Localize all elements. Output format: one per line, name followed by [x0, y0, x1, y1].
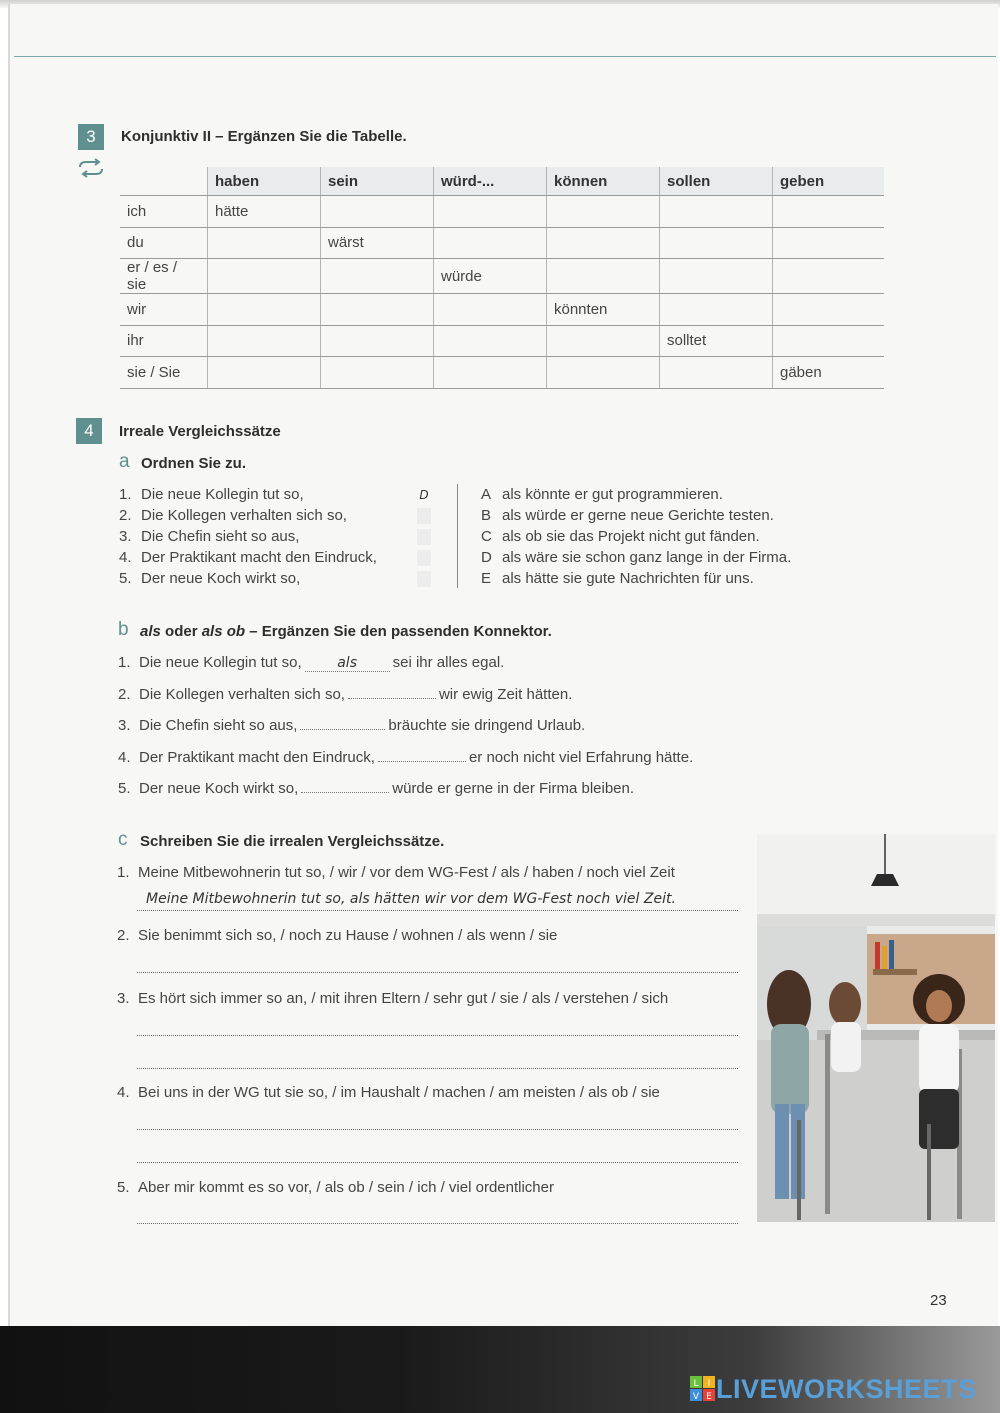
- top-rule: [14, 56, 996, 57]
- table-header-cell: können: [547, 167, 660, 196]
- answer-cell[interactable]: [773, 196, 885, 228]
- answer-cell[interactable]: [773, 294, 885, 326]
- option-letter: E: [481, 570, 492, 587]
- write-answer-line[interactable]: [137, 1128, 738, 1130]
- answer-cell[interactable]: [208, 227, 321, 259]
- answer-cell[interactable]: [660, 259, 773, 294]
- write-item-prompt: Sie benimmt sich so, / noch zu Hause / wohnen / als wenn / sie: [138, 927, 558, 944]
- pronoun-cell: ich: [120, 196, 208, 228]
- answer-cell[interactable]: [208, 294, 321, 326]
- gap-sentence-start: Die neue Kollegin tut so,: [139, 654, 302, 671]
- option-letter: D: [481, 549, 492, 566]
- repeat-icon: [76, 158, 106, 178]
- pronoun-cell: ihr: [120, 325, 208, 357]
- answer-cell[interactable]: [208, 357, 321, 389]
- option-letter: C: [481, 528, 492, 545]
- match-item-text: Die Kollegen verhalten sich so,: [141, 507, 347, 524]
- gap-blank[interactable]: [348, 698, 436, 699]
- answer-cell[interactable]: [547, 357, 660, 389]
- logo-mark-letter: V: [692, 1392, 700, 1402]
- answer-cell[interactable]: [773, 325, 885, 357]
- page-number: 23: [930, 1292, 947, 1309]
- write-item-prompt: Bei uns in der WG tut sie so, / im Haushalt / machen / am meisten / als ob / sie: [138, 1084, 660, 1101]
- option-text: als hätte sie gute Nachrichten für uns.: [502, 570, 754, 587]
- gap-sentence-start: Die Chefin sieht so aus,: [139, 717, 298, 734]
- answer-cell[interactable]: [547, 196, 660, 228]
- part-c-letter: c: [118, 829, 128, 850]
- answer-cell[interactable]: [547, 227, 660, 259]
- table-header-cell: [120, 167, 208, 196]
- match-answer-box[interactable]: D: [419, 488, 429, 502]
- gap-sentence: [139, 717, 585, 734]
- answer-cell[interactable]: [321, 357, 434, 389]
- answer-cell: würde: [434, 259, 547, 294]
- gap-blank[interactable]: als: [305, 655, 390, 672]
- option-text: als wäre sie schon ganz lange in der Firma.: [502, 549, 792, 566]
- gap-sentence-end: würde er gerne in der Firma bleiben.: [392, 780, 635, 797]
- answer-cell[interactable]: [434, 227, 547, 259]
- write-item-prompt: Meine Mitbewohnerin tut so, / wir / vor dem WG-Fest / als / haben / noch viel Zeit: [138, 864, 675, 881]
- write-item-number: 4.: [117, 1084, 130, 1101]
- table-header-cell: geben: [773, 167, 885, 196]
- part-b-title: [140, 623, 552, 640]
- gap-sentence-end: er noch nicht viel Erfahrung hätte.: [468, 748, 694, 766]
- gap-sentence-end: bräuchte sie dringend Urlaub.: [388, 717, 586, 734]
- match-item-number: 3.: [119, 528, 132, 545]
- match-item-text: Der Praktikant macht den Eindruck,: [141, 549, 377, 566]
- part-b-title-oder: oder: [165, 623, 198, 640]
- option-letter: B: [481, 507, 492, 524]
- answer-cell[interactable]: [547, 325, 660, 357]
- table-row: [120, 294, 884, 326]
- option-text: als ob sie das Projekt nicht gut fänden.: [502, 528, 760, 545]
- write-answer-line[interactable]: [137, 909, 738, 911]
- answer-cell[interactable]: [547, 259, 660, 294]
- answer-cell[interactable]: [434, 325, 547, 357]
- answer-cell: wärst: [321, 227, 434, 259]
- write-answer-line[interactable]: [137, 1222, 738, 1224]
- write-item-number: 3.: [117, 990, 130, 1007]
- gap-sentence-end: sei ihr alles egal.: [392, 654, 505, 671]
- exercise-4-title: Irreale Vergleichssätze: [119, 423, 281, 440]
- exercise-3-number: 3: [78, 124, 104, 150]
- table-row: [120, 227, 884, 259]
- write-item-number: 1.: [117, 864, 130, 881]
- option-text: als würde er gerne neue Gerichte testen.: [502, 507, 774, 524]
- gap-item-number: 1.: [118, 654, 131, 671]
- answer-cell[interactable]: [208, 259, 321, 294]
- gap-blank[interactable]: [300, 729, 385, 730]
- answer-cell[interactable]: [208, 325, 321, 357]
- match-item-number: 1.: [119, 486, 132, 503]
- option-text: als könnte er gut programmieren.: [502, 486, 723, 503]
- answer-cell: gäben: [773, 357, 885, 389]
- answer-cell: hätte: [208, 196, 321, 228]
- gap-item-number: 4.: [118, 748, 131, 766]
- match-answer-box[interactable]: [417, 529, 431, 545]
- answer-cell: solltet: [660, 325, 773, 357]
- kitchen-photo: [757, 834, 995, 1222]
- pronoun-cell: sie / Sie: [120, 357, 208, 389]
- part-b-title-als: als: [140, 623, 161, 640]
- answer-cell[interactable]: [773, 259, 885, 294]
- table-header-row: [120, 167, 884, 196]
- gap-item-number: 3.: [118, 717, 131, 734]
- part-c-title: Schreiben Sie die irrealen Vergleichssätze.: [140, 833, 445, 850]
- part-b-title-als-ob: als ob: [201, 623, 246, 640]
- match-item-number: 5.: [119, 570, 132, 587]
- option-letter: A: [481, 486, 492, 503]
- match-item-text: Die neue Kollegin tut so,: [141, 486, 304, 503]
- table-row: [120, 325, 884, 357]
- table-header-cell: sollen: [660, 167, 773, 196]
- answer-cell[interactable]: [434, 357, 547, 389]
- answer-cell[interactable]: [434, 294, 547, 326]
- write-item-prompt: Aber mir kommt es so vor, / als ob / sein / ich / viel ordentlicher: [138, 1179, 554, 1196]
- match-answer-box[interactable]: [417, 508, 431, 524]
- liveworksheets-logo: [690, 1374, 977, 1404]
- part-b-letter: b: [118, 619, 129, 640]
- gap-blank[interactable]: [378, 761, 466, 762]
- gap-sentence: [139, 686, 572, 703]
- match-answer-box[interactable]: [417, 550, 431, 566]
- konjunktiv-table: [120, 167, 884, 389]
- pronoun-cell: er / es / sie: [120, 259, 208, 294]
- match-item-text: Der neue Koch wirkt so,: [141, 570, 301, 587]
- gap-item-number: 5.: [118, 780, 131, 797]
- table-row: [120, 196, 884, 228]
- write-answer-line[interactable]: [137, 1067, 738, 1069]
- gap-sentence-start: Der Praktikant macht den Eindruck,: [139, 748, 375, 766]
- write-item-number: 5.: [117, 1179, 130, 1196]
- answer-cell[interactable]: [321, 294, 434, 326]
- logo-mark-letter: L: [693, 1379, 699, 1389]
- exercise-4-number: 4: [76, 418, 102, 444]
- write-item-prompt: Es hört sich immer so an, / mit ihren Eltern / sehr gut / sie / als / verstehen / sich: [138, 990, 669, 1007]
- part-b-title-rest: – Ergänzen Sie den passenden Konnektor.: [249, 623, 552, 640]
- liveworksheets-mark-icon: [690, 1376, 716, 1402]
- match-item-number: 2.: [119, 507, 132, 524]
- answer-cell[interactable]: [321, 196, 434, 228]
- write-answer-line[interactable]: [137, 1034, 738, 1036]
- table-header-cell: sein: [321, 167, 434, 196]
- logo-mark-letter: E: [706, 1392, 712, 1402]
- answer-cell[interactable]: [434, 196, 547, 228]
- answer-cell: könnten: [547, 294, 660, 326]
- match-answer-box[interactable]: [417, 571, 431, 587]
- answer-cell[interactable]: [660, 196, 773, 228]
- answer-cell[interactable]: [660, 357, 773, 389]
- match-item-text: Die Chefin sieht so aus,: [141, 528, 300, 545]
- gap-sentence-start: Die Kollegen verhalten sich so,: [139, 685, 345, 703]
- exercise-3-title: Konjunktiv II – Ergänzen Sie die Tabelle.: [121, 128, 407, 145]
- answer-cell[interactable]: [660, 294, 773, 326]
- gap-sentence-end: wir ewig Zeit hätten.: [438, 685, 573, 703]
- write-item-number: 2.: [117, 927, 130, 944]
- table-row: [120, 259, 884, 294]
- table-row: [120, 357, 884, 389]
- answer-cell[interactable]: [660, 227, 773, 259]
- logo-mark-letter: I: [707, 1379, 711, 1389]
- gap-sentence: [139, 749, 693, 766]
- part-a-title: Ordnen Sie zu.: [141, 455, 247, 472]
- gap-sentence: [139, 654, 504, 672]
- write-answer-line[interactable]: [137, 971, 738, 973]
- answer-cell[interactable]: [321, 325, 434, 357]
- gap-item-number: 2.: [118, 685, 131, 703]
- answer-cell[interactable]: [773, 227, 885, 259]
- table-header-cell: haben: [208, 167, 321, 196]
- gap-sentence: [139, 780, 634, 797]
- answer-cell[interactable]: [321, 259, 434, 294]
- liveworksheets-text: LIVEWORKSHEETS: [716, 1373, 977, 1404]
- match-divider: [457, 484, 458, 588]
- table-header-cell: würd-...: [434, 167, 547, 196]
- gap-sentence-start: Der neue Koch wirkt so,: [139, 780, 299, 797]
- match-item-number: 4.: [119, 549, 132, 566]
- pronoun-cell: wir: [120, 294, 208, 326]
- pronoun-cell: du: [120, 227, 208, 259]
- gap-blank[interactable]: [301, 792, 389, 793]
- write-answer-text: Meine Mitbewohnerin tut so, als hätten wir vor dem WG-Fest noch viel Zeit.: [146, 891, 676, 907]
- write-answer-line[interactable]: [137, 1161, 738, 1163]
- part-a-letter: a: [119, 451, 130, 472]
